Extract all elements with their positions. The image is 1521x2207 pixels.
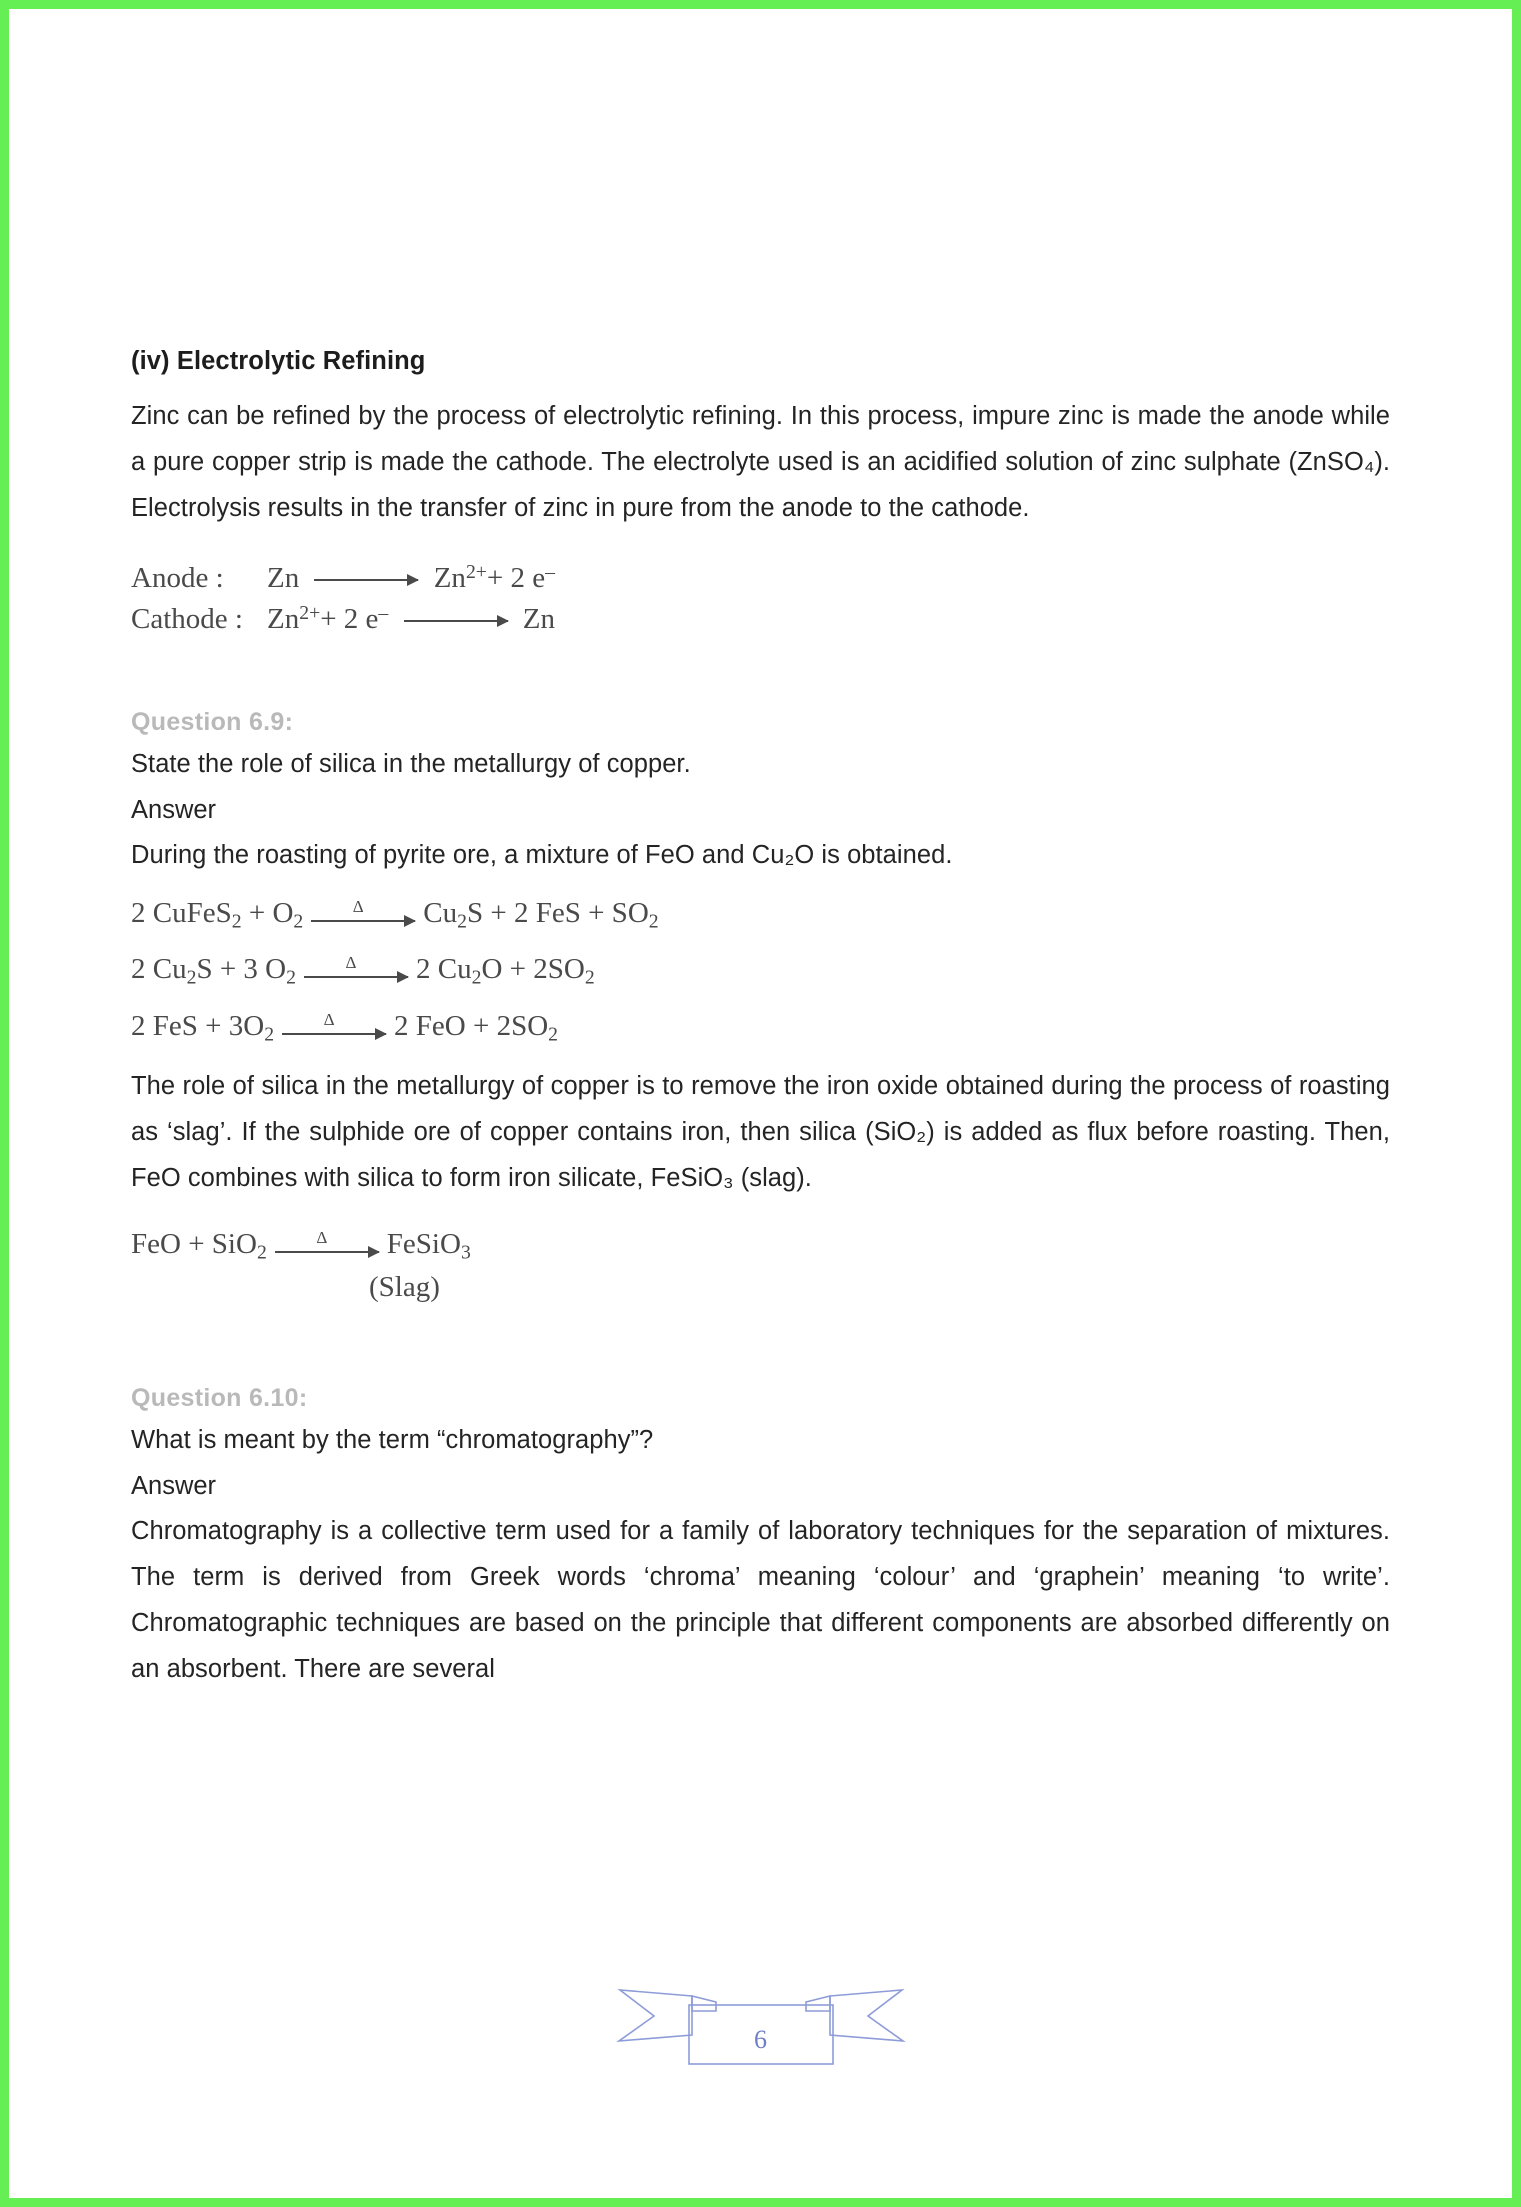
ribbon-icon xyxy=(616,1975,906,2070)
equation-lhs xyxy=(131,949,296,992)
question-text-10: What is meant by the term “chromatography”? xyxy=(131,1426,654,1455)
electrode-equations xyxy=(131,558,1390,640)
chemical-equation xyxy=(131,1224,1390,1267)
chemical-equation xyxy=(131,949,1390,992)
cathode-product: Zn xyxy=(522,602,555,635)
rhs-subscript-0: 2 xyxy=(471,966,482,989)
anode-product-base: Zn xyxy=(433,561,466,594)
anode-equation xyxy=(131,558,1390,599)
equation-lhs xyxy=(131,1006,274,1049)
reaction-condition: Δ xyxy=(345,953,357,973)
anode-product-tail: + 2 e xyxy=(486,561,546,594)
cathode-expression xyxy=(267,599,555,640)
answer-explanation-9: The role of silica in the metallurgy of copper is to remove the iron oxide obtained during the process of roasting as ‘slag’. If the sulphide ore of copper contains iron, then silica (SiO₂) is added as flux before roasting. Then, FeO combines with silica to form iron silicate, FeSiO₃ (slag). xyxy=(131,1072,1390,1192)
chemical-equation xyxy=(131,893,1390,936)
lhs-subscript-0: 2 xyxy=(186,966,197,989)
answer-text-10: Chromatography is a collective term used for a family of laboratory techniques for the separation of mixtures. The term is derived from Greek words ‘chroma’ meaning ‘colour’ and ‘graphein’ meaning ‘to write’. Chromatographic techniques are based on the principle that different components are absorbed differently on an absorbent. There are several xyxy=(131,1516,1390,1683)
anode-reactant: Zn xyxy=(267,561,300,594)
page-number-text: 6 xyxy=(754,2025,767,2054)
lhs-term-1: S + 3 O xyxy=(196,953,287,986)
rhs-term-0: FeSiO xyxy=(386,1227,461,1260)
page-content xyxy=(131,345,1390,1692)
rhs-term-0: Cu xyxy=(423,896,458,929)
reaction-arrow-icon xyxy=(314,579,418,581)
question-label-9: Question 6.9: xyxy=(131,708,294,737)
reaction-arrow-icon xyxy=(275,1227,379,1253)
cathode-label: Cathode : xyxy=(131,602,243,635)
equation-rhs xyxy=(416,949,595,992)
answer-label-9: Answer xyxy=(131,796,217,825)
cathode-reactant-base: Zn xyxy=(267,602,300,635)
anode-product-charge: 2+ xyxy=(465,560,487,583)
reaction-arrow-icon xyxy=(304,953,408,978)
page-border-right xyxy=(1512,0,1521,2207)
lhs-term-0: 2 FeS + 3O xyxy=(131,1009,265,1042)
section-heading: (iv) Electrolytic Refining xyxy=(131,347,426,375)
cathode-equation xyxy=(131,599,1390,640)
answer-intro-9: During the roasting of pyrite ore, a mixture of FeO and Cu₂O is obtained. xyxy=(131,840,953,869)
reaction-condition: Δ xyxy=(316,1227,328,1247)
rhs-term-1: O + 2SO xyxy=(481,953,585,986)
cathode-electron-charge: – xyxy=(378,602,389,625)
rhs-subscript-0: 2 xyxy=(548,1023,559,1046)
anode-expression xyxy=(267,558,555,599)
page-border-bottom xyxy=(0,2198,1521,2207)
anode-label: Anode : xyxy=(131,561,224,594)
reaction-condition: Δ xyxy=(323,1009,335,1029)
reaction-condition: Δ xyxy=(352,896,364,916)
lhs-subscript-0: 2 xyxy=(256,1241,267,1264)
page-border-top xyxy=(0,0,1521,9)
rhs-subscript-1: 2 xyxy=(584,966,595,989)
lhs-subscript-0: 2 xyxy=(231,910,242,933)
lhs-term-1: + O xyxy=(241,896,294,929)
lhs-subscript-0: 2 xyxy=(264,1023,275,1046)
section-paragraph: Zinc can be refined by the process of electrolytic refining. In this process, impure zinc is made the anode while a pure copper strip is made the cathode. The electrolyte used is an acidified solution of zinc sulphate (ZnSO₄). Electrolysis results in the transfer of zinc in pure from the anode to the cathode. xyxy=(131,402,1390,522)
chemical-equation xyxy=(131,1006,1390,1049)
lhs-term-0: FeO + SiO xyxy=(131,1227,257,1260)
lhs-subscript-1: 2 xyxy=(286,966,296,989)
equation-lhs xyxy=(131,893,303,936)
roasting-equations xyxy=(131,893,1390,1049)
rhs-subscript-1: 2 xyxy=(648,910,659,933)
lhs-term-0: 2 Cu xyxy=(131,953,187,986)
rhs-subscript-0: 3 xyxy=(460,1241,471,1264)
reaction-arrow-icon xyxy=(404,620,508,622)
rhs-subscript-0: 2 xyxy=(457,910,467,933)
slag-note: (Slag) xyxy=(369,1271,440,1304)
cathode-reactant-tail: + 2 e xyxy=(320,602,379,635)
rhs-term-0: 2 FeO + 2SO xyxy=(394,1009,549,1042)
anode-electron-charge: – xyxy=(545,560,555,583)
equation-rhs xyxy=(394,1006,558,1049)
reaction-arrow-icon xyxy=(282,1009,386,1035)
reaction-arrow-icon xyxy=(311,896,415,922)
equation-lhs xyxy=(131,1224,267,1267)
equation-rhs xyxy=(423,893,658,936)
page-border-left xyxy=(0,0,9,2207)
rhs-term-0: 2 Cu xyxy=(416,953,472,986)
cathode-reactant-charge: 2+ xyxy=(299,602,321,625)
page-watermark xyxy=(430,2130,1390,2170)
answer-label-10: Answer xyxy=(131,1472,217,1501)
equation-rhs xyxy=(387,1224,471,1267)
rhs-term-1: S + 2 FeS + SO xyxy=(466,896,649,929)
lhs-subscript-1: 2 xyxy=(293,910,304,933)
lhs-term-0: 2 CuFeS xyxy=(131,896,232,929)
page-number-banner xyxy=(616,1975,906,2070)
question-text-9: State the role of silica in the metallurgy of copper. xyxy=(131,750,691,779)
slag-equation xyxy=(131,1224,1390,1309)
question-label-10: Question 6.10: xyxy=(131,1384,308,1413)
